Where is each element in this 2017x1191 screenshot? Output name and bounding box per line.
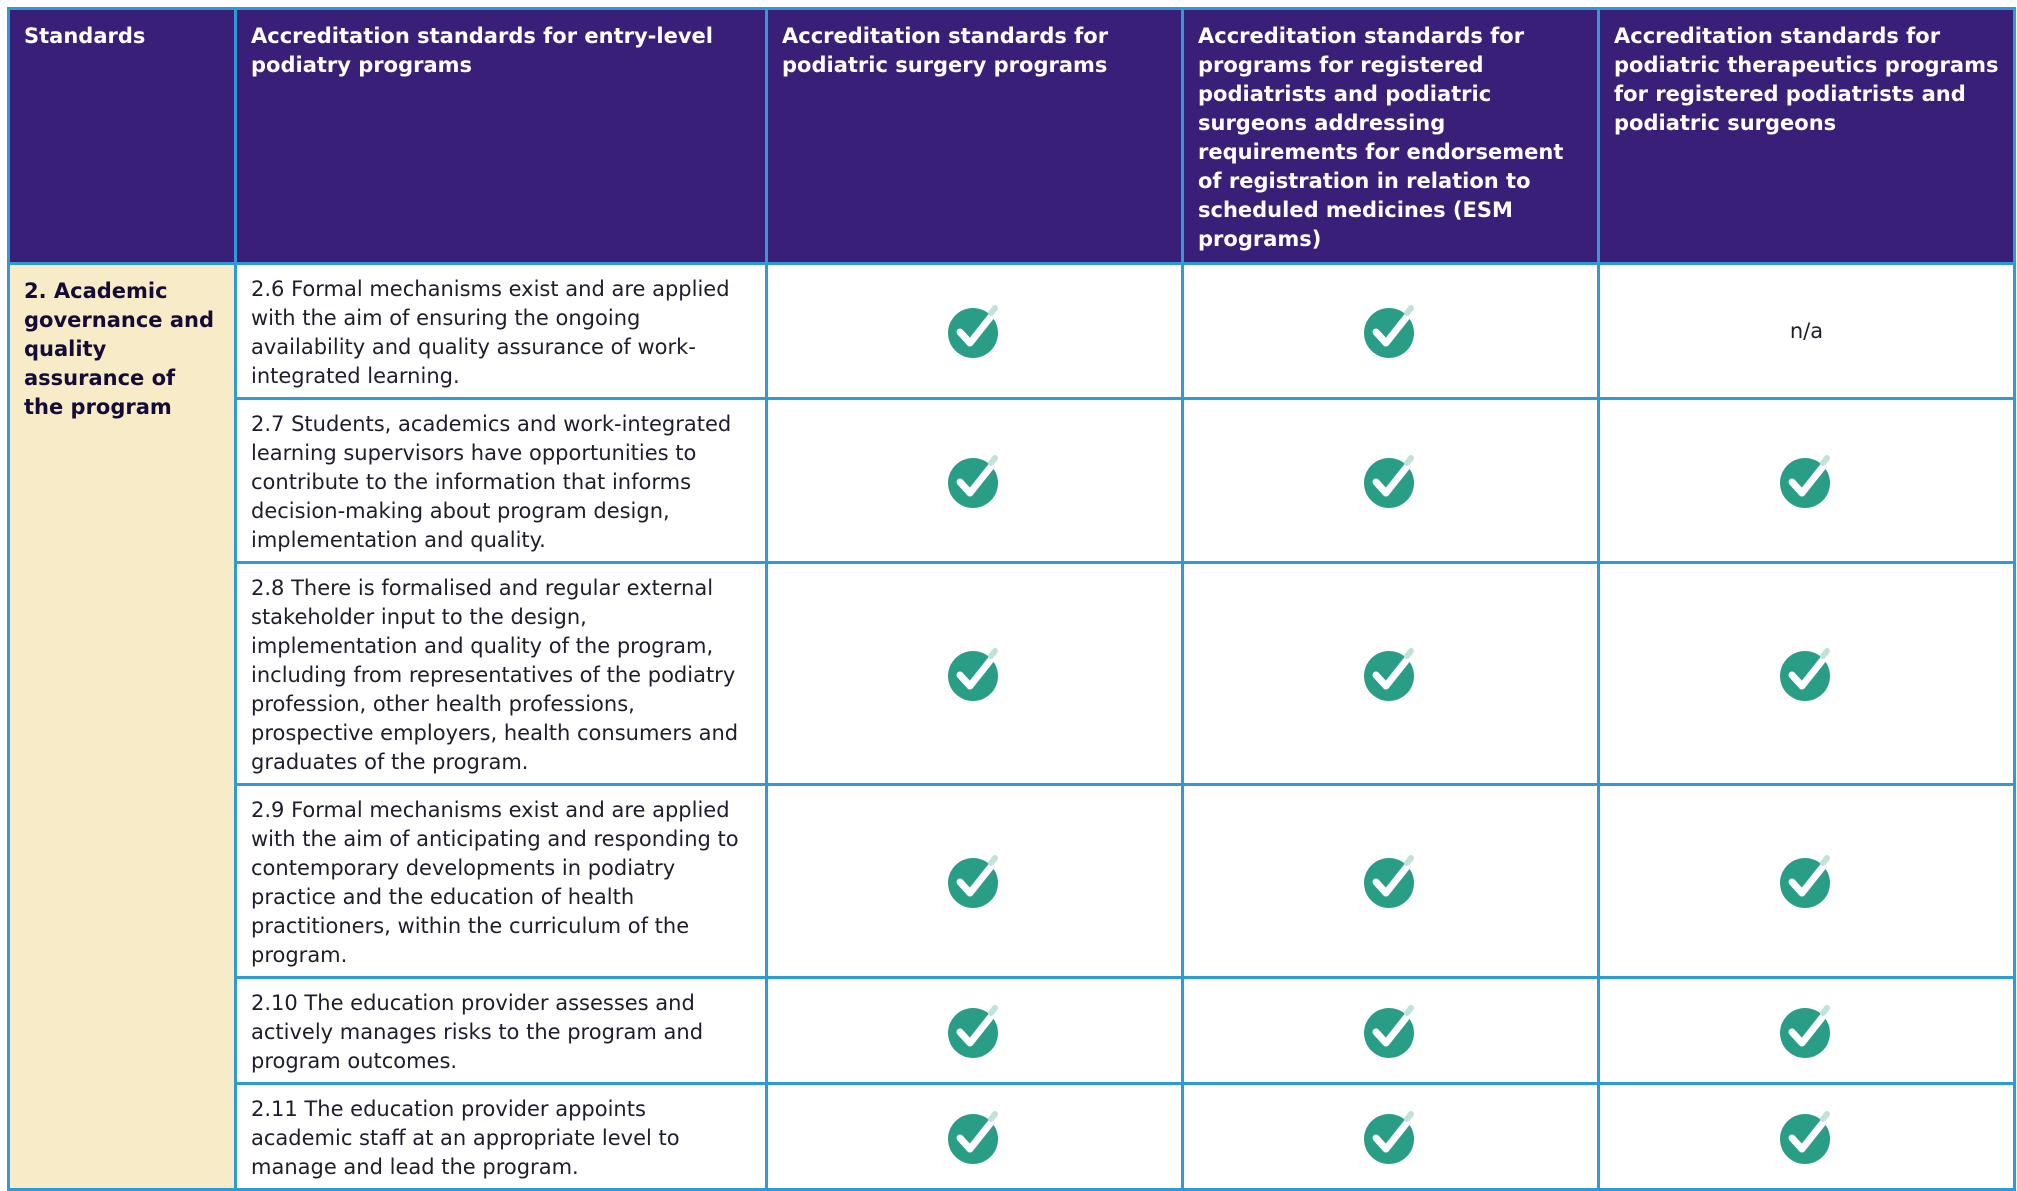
- check-circle-icon: [947, 453, 1003, 509]
- status-cell-podiatric-surgery: [767, 785, 1183, 978]
- status-cell-podiatric-surgery: [767, 1084, 1183, 1190]
- check-circle-icon: [947, 303, 1003, 359]
- status-cell-esm-programs: [1183, 1084, 1599, 1190]
- status-cell-esm-programs: [1183, 563, 1599, 785]
- check-circle-icon: [947, 646, 1003, 702]
- check-circle-icon: [1363, 1003, 1419, 1059]
- table-row: [9, 563, 2015, 785]
- table-body: [9, 264, 2015, 1190]
- table-row: [9, 399, 2015, 563]
- status-cell-esm-programs: [1183, 264, 1599, 399]
- header-standards: Standards: [9, 9, 236, 264]
- table-row: [9, 1084, 2015, 1190]
- check-circle-icon: [1363, 646, 1419, 702]
- standards-table: [7, 7, 2016, 1191]
- check-circle-icon: [1779, 453, 1835, 509]
- status-cell-podiatric-surgery: [767, 563, 1183, 785]
- header-esm-programs: Accreditation standards for programs for registered podiatrists and podiatric surgeons addressing requirements for endorsement of registration in relation to scheduled medicines (ESM programs): [1183, 9, 1599, 264]
- check-circle-icon: [947, 853, 1003, 909]
- check-circle-icon: [1779, 1109, 1835, 1165]
- check-circle-icon: [1779, 853, 1835, 909]
- status-cell-esm-programs: [1183, 399, 1599, 563]
- status-cell-podiatric-surgery: [767, 399, 1183, 563]
- header-entry-level: Accreditation standards for entry-level podiatry programs: [236, 9, 767, 264]
- header-podiatric-surgery: Accreditation standards for podiatric surgery programs: [767, 9, 1183, 264]
- status-cell-podiatric-surgery: [767, 264, 1183, 399]
- table-row: [9, 785, 2015, 978]
- not-applicable-label: n/a: [1789, 319, 1824, 343]
- status-cell-podiatric-therapeutics: [1599, 563, 2015, 785]
- criterion-text: 2.7 Students, academics and work-integrated learning supervisors have opportunities to contribute to the information that informs decision-making about program design, implementation and quality.: [236, 399, 767, 563]
- table-row: [9, 264, 2015, 399]
- check-circle-icon: [1363, 453, 1419, 509]
- check-circle-icon: [947, 1109, 1003, 1165]
- status-cell-podiatric-therapeutics: [1599, 978, 2015, 1084]
- criterion-text: 2.10 The education provider assesses and actively manages risks to the program and program outcomes.: [236, 978, 767, 1084]
- status-cell-podiatric-therapeutics: [1599, 264, 2015, 399]
- criterion-text: 2.8 There is formalised and regular external stakeholder input to the design, implementation and quality of the program, including from representatives of the podiatry profession, other health professions, prospective employers, health consumers and graduates of the program.: [236, 563, 767, 785]
- check-circle-icon: [1363, 303, 1419, 359]
- status-cell-podiatric-surgery: [767, 978, 1183, 1084]
- status-cell-podiatric-therapeutics: [1599, 399, 2015, 563]
- check-circle-icon: [1363, 1109, 1419, 1165]
- status-cell-podiatric-therapeutics: [1599, 1084, 2015, 1190]
- header-podiatric-therapeutics: Accreditation standards for podiatric therapeutics programs for registered podiatrists and podiatric surgeons: [1599, 9, 2015, 264]
- criterion-text: 2.11 The education provider appoints academic staff at an appropriate level to manage and lead the program.: [236, 1084, 767, 1190]
- check-circle-icon: [1779, 646, 1835, 702]
- table-header-row: [9, 9, 2015, 264]
- check-circle-icon: [1779, 1003, 1835, 1059]
- table-row: [9, 978, 2015, 1084]
- category-label: 2. Academic governance and quality assurance of the program: [9, 264, 236, 1190]
- status-cell-esm-programs: [1183, 978, 1599, 1084]
- criterion-text: 2.6 Formal mechanisms exist and are applied with the aim of ensuring the ongoing availability and quality assurance of work-integrated learning.: [236, 264, 767, 399]
- status-cell-podiatric-therapeutics: [1599, 785, 2015, 978]
- check-circle-icon: [1363, 853, 1419, 909]
- criterion-text: 2.9 Formal mechanisms exist and are applied with the aim of anticipating and responding to contemporary developments in podiatry practice and the education of health practitioners, within the curriculum of the program.: [236, 785, 767, 978]
- check-circle-icon: [947, 1003, 1003, 1059]
- status-cell-esm-programs: [1183, 785, 1599, 978]
